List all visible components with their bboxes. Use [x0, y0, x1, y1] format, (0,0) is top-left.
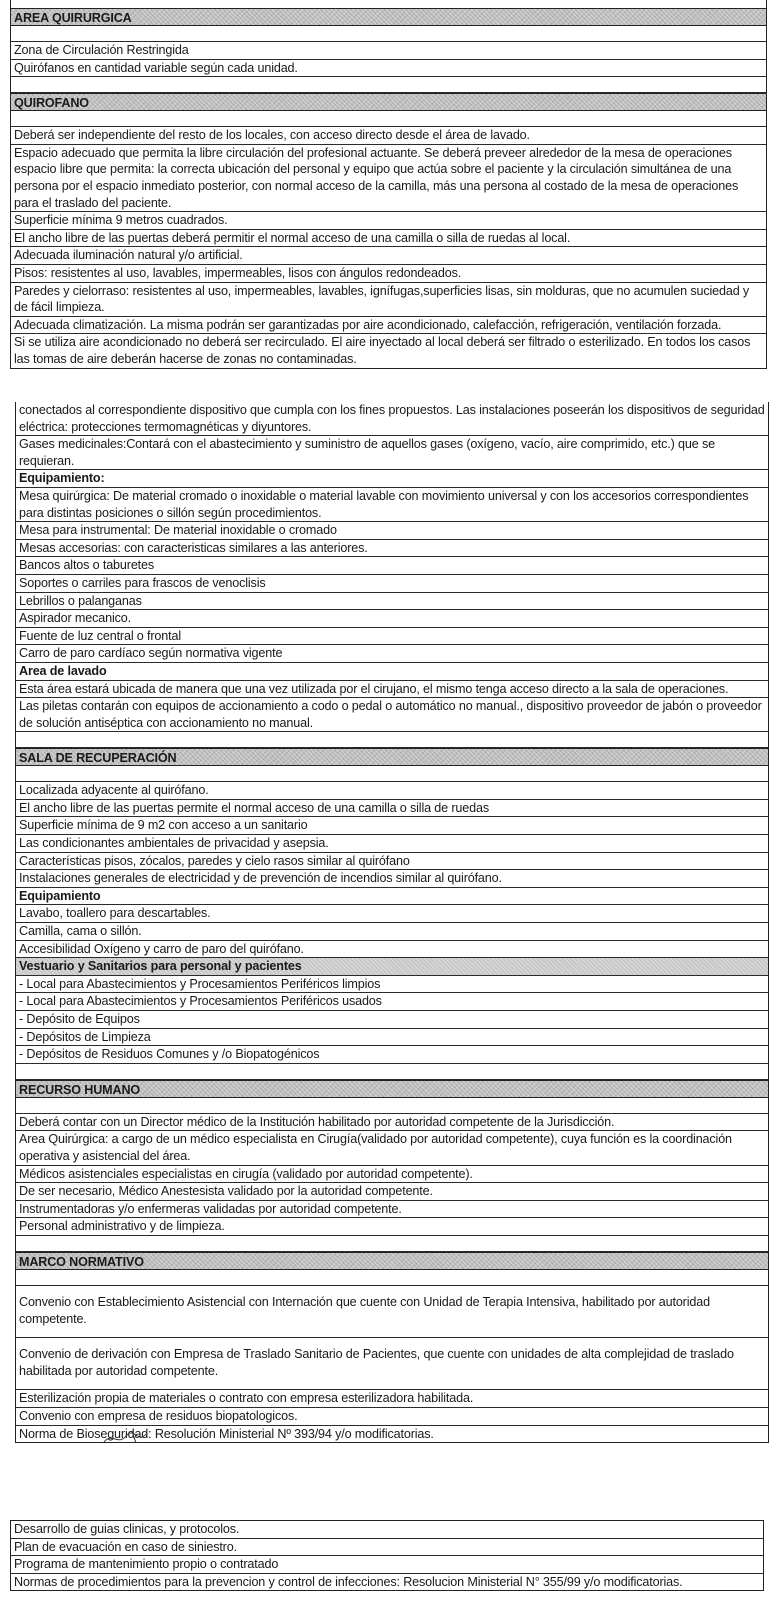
list-item: Quirófanos en cantidad variable según cada unidad. — [11, 60, 766, 78]
list-item: - Local para Abastecimientos y Procesamientos Periféricos usados — [16, 993, 768, 1011]
list-item: Desarrollo de guias clinicas, y protocolos. — [11, 1521, 763, 1539]
section-header-area-quirurgica: AREA QUIRURGICA — [11, 8, 766, 26]
list-item: Las piletas contarán con equipos de accionamiento a codo o pedal o automático no manual., dispositivo proveedor de jabón o proveedor de solución antiséptica con accionamiento no manual. — [16, 698, 768, 732]
list-item: Espacio adecuado que permita la libre circulación del profesional actuante. Se deberá preveer alrededor de la mesa de operaciones espacio libre que permita: la correcta ubicación del personal y equipo que actúa sobre el paciente y la circulación simultánea de una persona por el espacio inmediato posterior, con normal acceso de la camilla, más una persona al costado de la mesa de operaciones para el traslado del paciente. — [11, 145, 766, 212]
list-item: Lebrillos o palanganas — [16, 593, 768, 611]
list-item: Programa de mantenimiento propio o contratado — [11, 1556, 763, 1574]
list-item: Area Quirúrgica: a cargo de un médico especialista en Cirugía(validado por autoridad competente), cuya función es la coordinación operativa y asistencial del área. — [16, 1131, 768, 1165]
list-item: Carro de paro cardíaco según normativa vigente — [16, 645, 768, 663]
blank-row — [11, 26, 766, 42]
list-item-text: Norma de Bioseguridad: Resolución Ministerial Nº 393/94 y/o modificatorias. — [19, 1426, 434, 1441]
list-item: Pisos: resistentes al uso, lavables, impermeables, lisos con ángulos redondeados. — [11, 265, 766, 283]
list-item: Localizada adyacente al quirófano. — [16, 782, 768, 800]
list-item: Deberá contar con un Director médico de la Institución habilitado por autoridad competente de la Jurisdicción. — [16, 1114, 768, 1132]
list-item: Instrumentadoras y/o enfermeras validadas por autoridad competente. — [16, 1201, 768, 1219]
blank-row — [11, 111, 766, 127]
list-item: Características pisos, zócalos, paredes y cielo rasos similar al quirófano — [16, 853, 768, 871]
blank-row — [16, 1236, 768, 1252]
blank-row — [16, 1098, 768, 1114]
blank-row — [16, 766, 768, 782]
list-item: Soportes o carriles para frascos de venoclisis — [16, 575, 768, 593]
list-item: El ancho libre de las puertas permite el normal acceso de una camilla o silla de ruedas — [16, 800, 768, 818]
blank-row — [11, 77, 766, 93]
list-item: El ancho libre de las puertas deberá permitir el normal acceso de una camilla o silla de ruedas al local. — [11, 230, 766, 248]
list-item: Zona de Circulación Restringida — [11, 42, 766, 60]
list-item: Mesa para instrumental: De material inoxidable o cromado — [16, 522, 768, 540]
table-block-2 — [15, 402, 769, 1443]
list-item: Esta área estará ubicada de manera que una vez utilizada por el cirujano, el mismo tenga acceso directo a la sala de operaciones. — [16, 681, 768, 699]
list-item: - Depósito de Equipos — [16, 1011, 768, 1029]
list-item: Paredes y cielorraso: resistentes al uso, impermeables, lavables, ignífugas,superficies lisas, sin molduras, que no acumulen suciedad y de fácil limpieza. — [11, 283, 766, 317]
list-item: Lavabo, toallero para descartables. — [16, 905, 768, 923]
list-item: Fuente de luz central o frontal — [16, 628, 768, 646]
list-item: Médicos asistenciales especialistas en cirugía (validado por autoridad competente). — [16, 1166, 768, 1184]
list-item: Convenio con empresa de residuos biopatologicos. — [16, 1408, 768, 1426]
list-item: Aspirador mecanico. — [16, 610, 768, 628]
list-item: Accesibilidad Oxígeno y carro de paro del quirófano. — [16, 941, 768, 959]
list-item: - Depósitos de Limpieza — [16, 1029, 768, 1047]
section-header-marco-normativo: MARCO NORMATIVO — [16, 1252, 768, 1270]
table-block-3 — [10, 1520, 764, 1591]
list-item: Las condicionantes ambientales de privacidad y asepsia. — [16, 835, 768, 853]
list-item: Superficie mínima de 9 m2 con acceso a un sanitario — [16, 817, 768, 835]
list-item: Convenio con Establecimiento Asistencial con Internación que cuente con Unidad de Terapia Intensiva, habilitado por autoridad competente. — [16, 1286, 768, 1338]
list-item: Mesa quirúrgica: De material cromado o inoxidable o material lavable con movimiento universal y con los accesorios correspondientes para distintas posiciones o sillón según procedimientos. — [16, 488, 768, 522]
list-item: Adecuada climatización. La misma podrán ser garantizadas por aire acondicionado, calefacción, refrigeración, ventilación forzada. — [11, 317, 766, 335]
list-item: Personal administrativo y de limpieza. — [16, 1218, 768, 1236]
list-item: Adecuada iluminación natural y/o artificial. — [11, 247, 766, 265]
subheader-equipamiento: Equipamiento: — [16, 470, 768, 488]
section-header-quirofano: QUIROFANO — [11, 93, 766, 111]
subheader-equipamiento: Equipamiento — [16, 888, 768, 906]
blank-row — [16, 732, 768, 748]
list-item: Camilla, cama o sillón. — [16, 923, 768, 941]
section-header-recurso-humano: RECURSO HUMANO — [16, 1080, 768, 1098]
list-item: Gases medicinales:Contará con el abastecimiento y suministro de aquellos gases (oxígeno, vacío, aire comprimido, etc.) que se requieran. — [16, 436, 768, 470]
section-header-sala-de-recuperacion: SALA DE RECUPERACIÓN — [16, 748, 768, 766]
list-item: Deberá ser independiente del resto de los locales, con acceso directo desde el área de lavado. — [11, 127, 766, 145]
subheader-area-de-lavado: Area de lavado — [16, 663, 768, 681]
spacer-row — [11, 0, 766, 8]
table-block-1 — [10, 0, 767, 369]
list-item: Esterilización propia de materiales o contrato con empresa esterilizadora habilitada. — [16, 1390, 768, 1408]
list-item: Normas de procedimientos para la prevencion y control de infecciones: Resolucion Ministerial N° 355/99 y/o modificatorias. — [11, 1574, 763, 1592]
subheader-vestuario-sanitarios: Vestuario y Sanitarios para personal y pacientes — [16, 958, 768, 976]
list-item: Bancos altos o taburetes — [16, 557, 768, 575]
list-item: Instalaciones generales de electricidad y de prevención de incendios similar al quirófano. — [16, 870, 768, 888]
list-item: Mesas accesorias: con caracteristicas similares a las anteriores. — [16, 540, 768, 558]
list-item: Convenio de derivación con Empresa de Traslado Sanitario de Pacientes, que cuente con unidades de alta complejidad de traslado habilitada por autoridad competente. — [16, 1338, 768, 1390]
list-item: - Local para Abastecimientos y Procesamientos Periféricos limpios — [16, 976, 768, 994]
list-item-bioseguridad — [16, 1426, 768, 1444]
list-item: conectados al correspondiente dispositivo que cumpla con los fines propuestos. Las instalaciones poseerán los dispositivos de seguridad eléctrica: protecciones termomagnéticas y diyuntores. — [16, 402, 768, 436]
blank-row — [16, 1064, 768, 1080]
list-item: Plan de evacuación en caso de siniestro. — [11, 1539, 763, 1557]
list-item: - Depósitos de Residuos Comunes y /o Biopatogénicos — [16, 1046, 768, 1064]
blank-row — [16, 1270, 768, 1286]
list-item: De ser necesario, Médico Anestesista validado por la autoridad competente. — [16, 1183, 768, 1201]
list-item: Si se utiliza aire acondicionado no deberá ser recirculado. El aire inyectado al local deberá ser filtrado o esterilizado. En todos los casos las tomas de aire deberán hacerse de zonas no contaminadas. — [11, 334, 766, 368]
list-item: Superficie mínima 9 metros cuadrados. — [11, 212, 766, 230]
